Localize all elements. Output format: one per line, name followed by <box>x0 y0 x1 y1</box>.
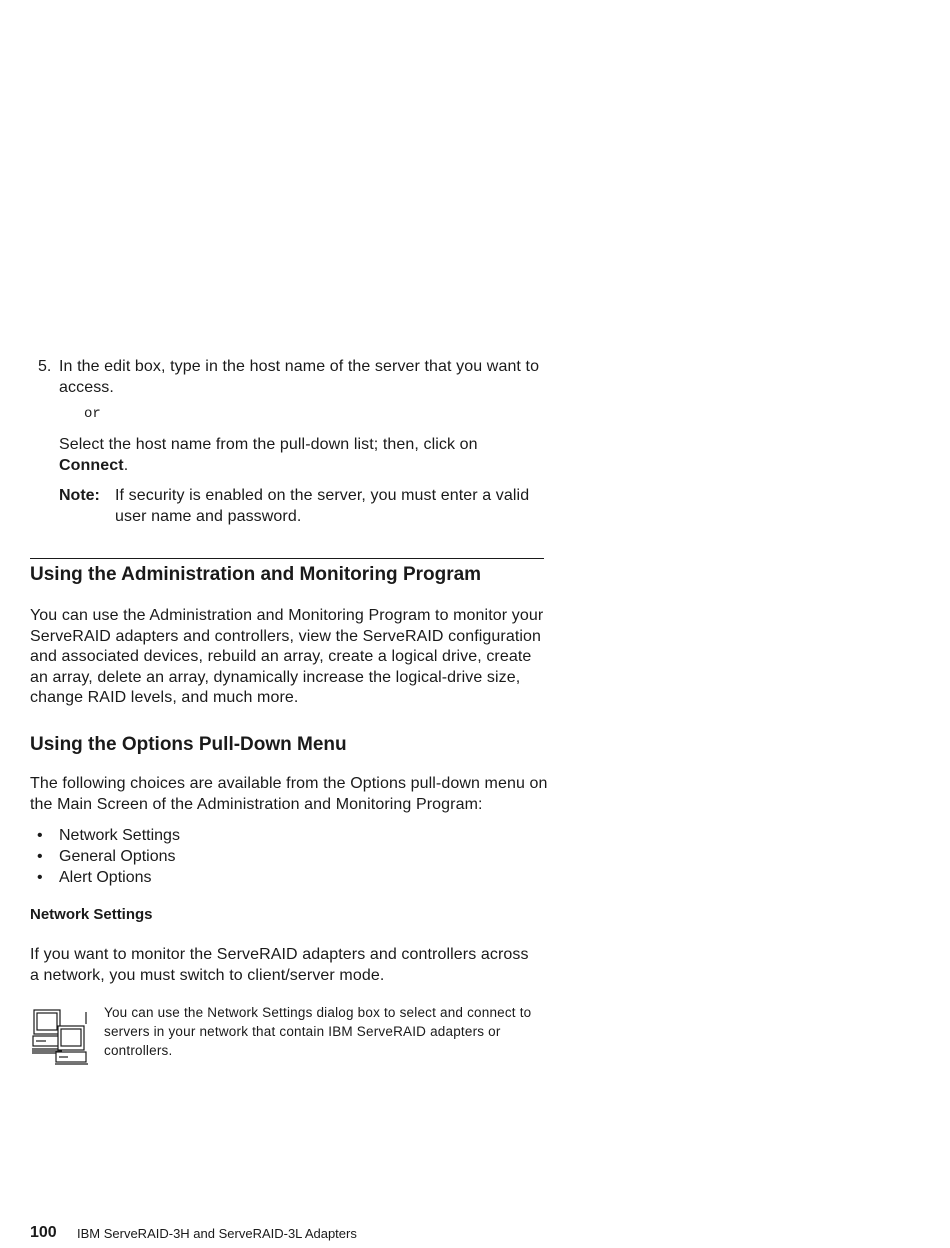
section-heading-admin: Using the Administration and Monitoring Program <box>30 564 482 585</box>
options-paragraph: The following choices are available from the Options pull-down menu on the Main Screen of the Administration and Monitoring Program: <box>30 775 548 813</box>
network-paragraph: If you want to monitor the ServeRAID adapters and controllers across a network, you must switch to client/server mode. <box>30 946 529 984</box>
note-text: If security is enabled on the server, you must enter a valid user name and password. <box>115 487 530 525</box>
note-label: Note: <box>59 487 100 504</box>
list-item <box>37 846 180 867</box>
bullet: • <box>37 869 43 886</box>
subsection-heading-network: Network Settings <box>30 906 153 923</box>
page-number: 100 <box>30 1224 57 1241</box>
network-settings-tip: You can use the Network Settings dialog box to select and connect to servers in your network that contain IBM ServeRAID adapters or controllers. <box>104 1005 532 1058</box>
or-text: or <box>84 406 101 422</box>
footer-title: IBM ServeRAID-3H and ServeRAID-3L Adapters <box>77 1226 357 1241</box>
list-item-label: General Options <box>59 848 176 865</box>
options-list <box>37 825 180 888</box>
connect-label: Connect <box>59 456 124 474</box>
bullet: • <box>37 827 43 844</box>
admin-paragraph: You can use the Administration and Monitoring Program to monitor your ServeRAID adapters and controllers, view the ServeRAID configuration and associated devices, rebuild an array, create a logical drive, create an array, delete an array, dynamically increase the logical-drive size, change RAID levels, and much more. <box>30 607 544 706</box>
section-heading-options: Using the Options Pull-Down Menu <box>30 734 347 755</box>
select-text <box>59 435 539 476</box>
step-text: In the edit box, type in the host name of the server that you want to access. <box>59 358 540 396</box>
list-item-label: Network Settings <box>59 827 180 844</box>
list-item <box>37 825 180 846</box>
list-item-label: Alert Options <box>59 869 152 886</box>
list-item <box>37 867 180 888</box>
select-instruction: Select the host name from the pull-down list; then, click on <box>59 436 478 453</box>
section-divider <box>30 558 544 559</box>
select-period: . <box>123 456 129 474</box>
bullet: • <box>37 848 43 865</box>
network-computers-icon <box>30 1008 90 1066</box>
step-number: 5. <box>38 358 52 375</box>
